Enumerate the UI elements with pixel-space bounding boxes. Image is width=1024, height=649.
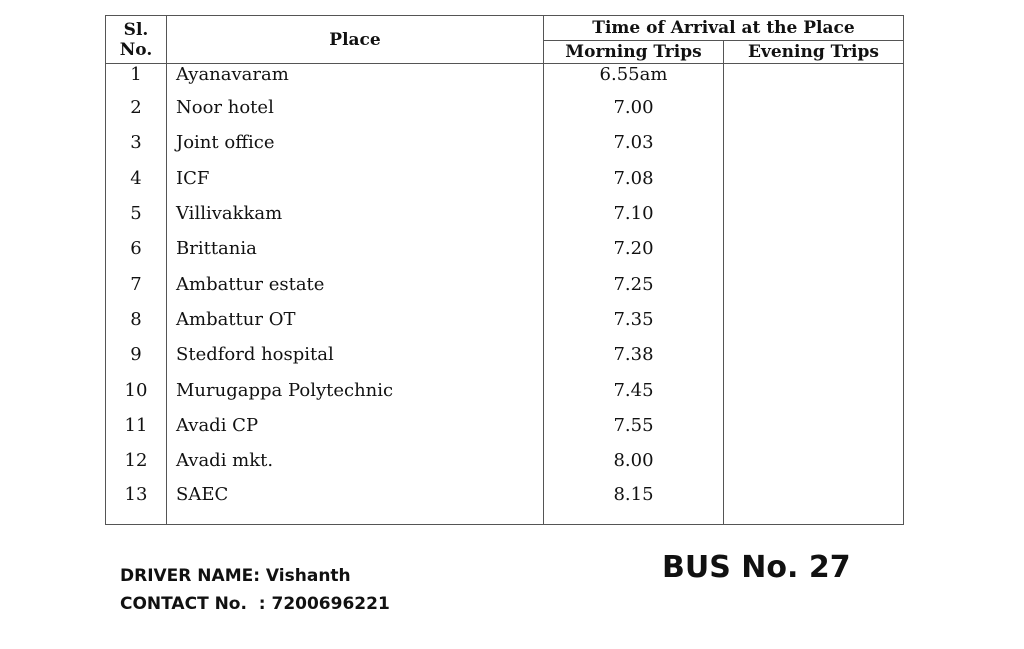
header-sl-line1: Sl. xyxy=(123,19,149,40)
cell-evening-time xyxy=(724,64,904,91)
cell-evening-time xyxy=(724,161,904,196)
cell-evening-time xyxy=(724,337,904,372)
cell-evening-time xyxy=(724,302,904,337)
table-row xyxy=(106,90,904,125)
cell-morning-time: 7.25 xyxy=(544,266,724,301)
table-row xyxy=(106,302,904,337)
cell-sl-no: 4 xyxy=(106,161,167,196)
header-sl-no xyxy=(106,16,167,64)
cell-morning-time: 6.55am xyxy=(544,64,724,91)
table-row xyxy=(106,64,904,91)
cell-place: Brittania xyxy=(167,231,544,266)
header-time-of-arrival: Time of Arrival at the Place xyxy=(544,16,904,41)
cell-sl-no: 5 xyxy=(106,196,167,231)
table-row xyxy=(106,161,904,196)
cell-morning-time: 7.00 xyxy=(544,90,724,125)
cell-evening-time xyxy=(724,125,904,160)
cell-evening-time xyxy=(724,266,904,301)
cell-place: Ambattur estate xyxy=(167,266,544,301)
driver-name: DRIVER NAME: Vishanth xyxy=(120,566,351,586)
cell-sl-no: 13 xyxy=(106,478,167,525)
table-row xyxy=(106,196,904,231)
table-row xyxy=(106,478,904,525)
cell-sl-no: 12 xyxy=(106,443,167,478)
contact-number: CONTACT No. : 7200696221 xyxy=(120,594,390,614)
cell-morning-time: 8.00 xyxy=(544,443,724,478)
table-row xyxy=(106,372,904,407)
cell-sl-no: 8 xyxy=(106,302,167,337)
cell-sl-no: 1 xyxy=(106,64,167,91)
cell-place: Avadi mkt. xyxy=(167,443,544,478)
cell-place: Villivakkam xyxy=(167,196,544,231)
cell-place: Joint office xyxy=(167,125,544,160)
cell-evening-time xyxy=(724,408,904,443)
header-place: Place xyxy=(167,16,544,64)
driver-info xyxy=(120,562,390,618)
header-sl-line2: No. xyxy=(119,39,153,60)
cell-morning-time: 8.15 xyxy=(544,478,724,525)
cell-place: Ambattur OT xyxy=(167,302,544,337)
cell-morning-time: 7.38 xyxy=(544,337,724,372)
cell-place: Stedford hospital xyxy=(167,337,544,372)
table-row xyxy=(106,125,904,160)
cell-evening-time xyxy=(724,478,904,525)
cell-sl-no: 6 xyxy=(106,231,167,266)
cell-morning-time: 7.55 xyxy=(544,408,724,443)
table-row xyxy=(106,231,904,266)
cell-place: Avadi CP xyxy=(167,408,544,443)
cell-evening-time xyxy=(724,90,904,125)
table-row xyxy=(106,266,904,301)
cell-place: SAEC xyxy=(167,478,544,525)
table-row xyxy=(106,337,904,372)
cell-morning-time: 7.10 xyxy=(544,196,724,231)
cell-morning-time: 7.35 xyxy=(544,302,724,337)
cell-morning-time: 7.45 xyxy=(544,372,724,407)
bus-number: BUS No. 27 xyxy=(662,550,851,585)
cell-morning-time: 7.08 xyxy=(544,161,724,196)
cell-evening-time xyxy=(724,443,904,478)
table-row xyxy=(106,408,904,443)
schedule-rows xyxy=(106,64,904,525)
cell-evening-time xyxy=(724,372,904,407)
cell-morning-time: 7.20 xyxy=(544,231,724,266)
table-row xyxy=(106,443,904,478)
cell-evening-time xyxy=(724,196,904,231)
cell-sl-no: 3 xyxy=(106,125,167,160)
cell-place: Noor hotel xyxy=(167,90,544,125)
cell-place: ICF xyxy=(167,161,544,196)
header-evening-trips: Evening Trips xyxy=(724,41,904,64)
cell-sl-no: 7 xyxy=(106,266,167,301)
cell-sl-no: 11 xyxy=(106,408,167,443)
cell-place: Murugappa Polytechnic xyxy=(167,372,544,407)
cell-place: Ayanavaram xyxy=(167,64,544,91)
cell-evening-time xyxy=(724,231,904,266)
cell-sl-no: 10 xyxy=(106,372,167,407)
bus-schedule-table xyxy=(105,15,904,525)
cell-sl-no: 9 xyxy=(106,337,167,372)
cell-sl-no: 2 xyxy=(106,90,167,125)
header-morning-trips: Morning Trips xyxy=(544,41,724,64)
cell-morning-time: 7.03 xyxy=(544,125,724,160)
